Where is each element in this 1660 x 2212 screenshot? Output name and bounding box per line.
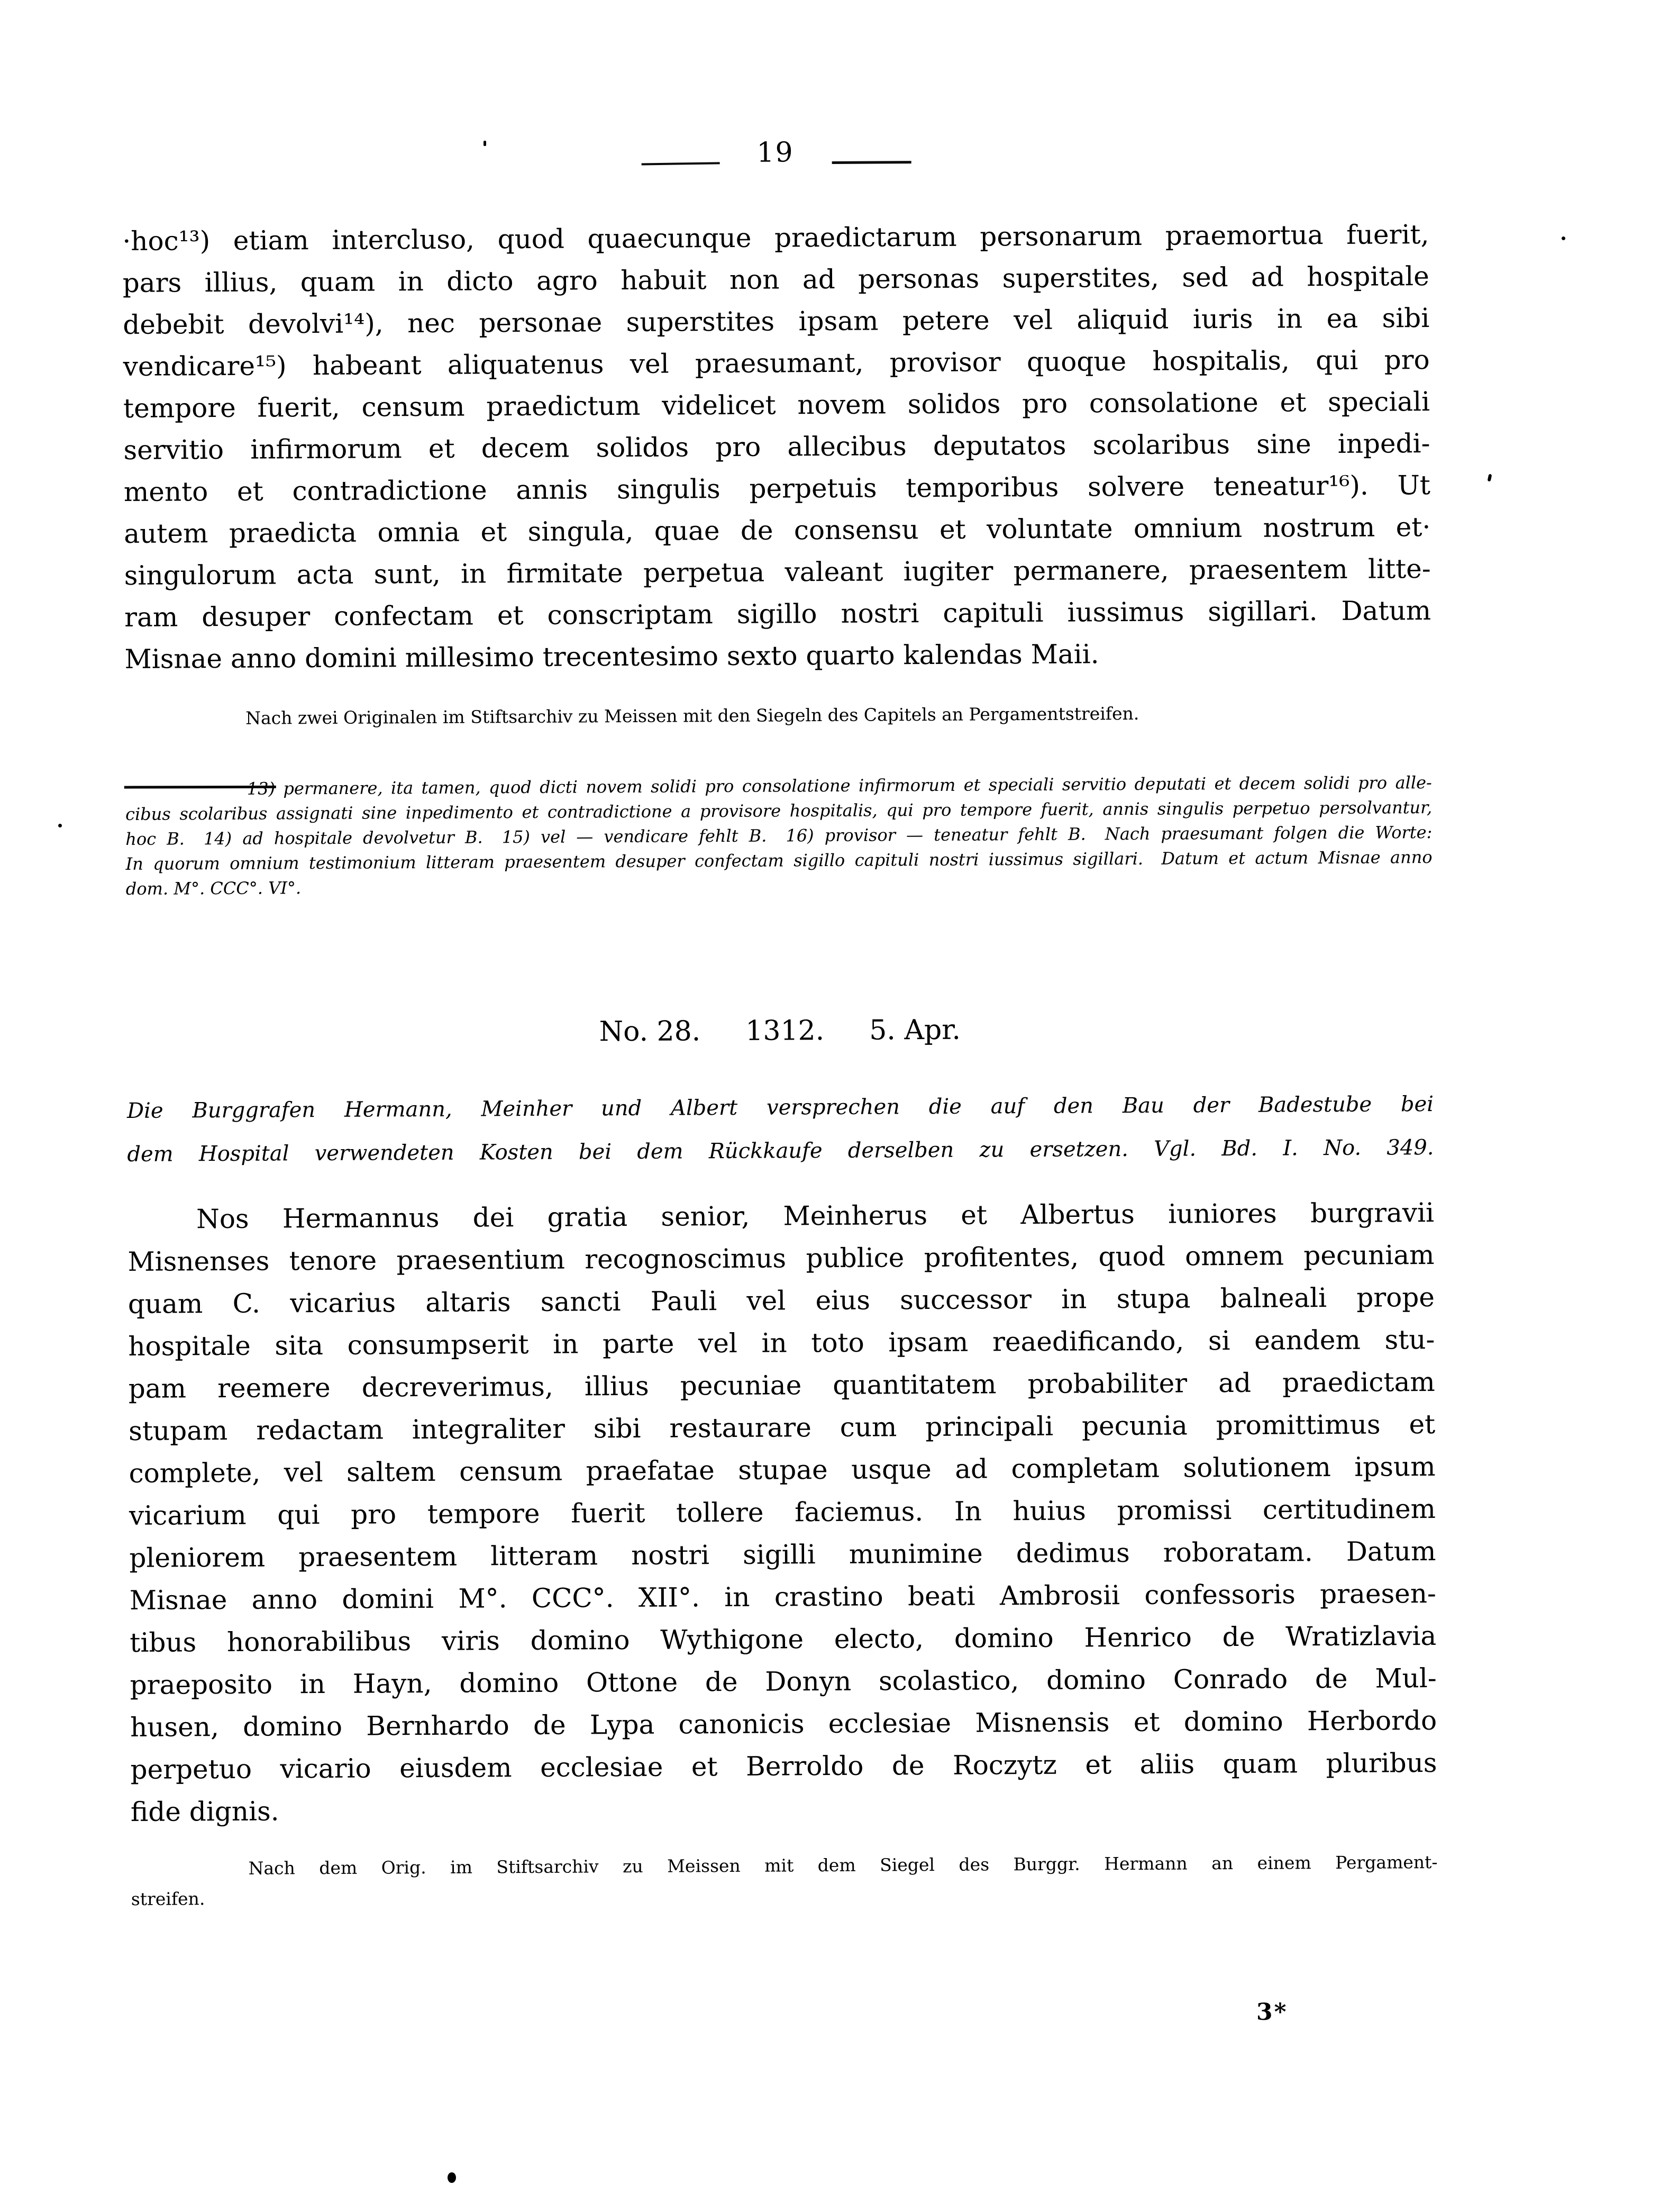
- text-line: vicarium qui pro tempore fuerit tollere faciemus. In huius promissi certitudinem: [129, 1494, 1436, 1531]
- charter-28-body: [127, 1191, 1437, 1833]
- text-line: Nos Hermannus dei gratia senior, Meinherus et Albertus iuniores burgravii: [196, 1197, 1435, 1235]
- text-line: servitio infirmorum et decem solidos pro allecibus deputatos scolaribus sine inpedi-: [123, 428, 1430, 466]
- text-line: pleniorem praesentem litteram nostri sigilli munimine dedimus roboratam. Datum: [129, 1536, 1436, 1573]
- text-line: Misnenses tenore praesentium recognoscimus publice profitentes, quod omnem pecuniam: [127, 1240, 1435, 1277]
- text-line: vendicare¹⁵) habeant aliquatenus vel praesumant, provisor quoque hospitalis, qui pro: [123, 344, 1430, 382]
- provenance-line: streifen.: [131, 1888, 205, 1909]
- text-line: tempore fuerit, censum praedictum videlicet novem solidos pro consolatione et speciali: [123, 386, 1430, 424]
- footnote-line: 13) permanere, ita tamen, quod dicti novem solidi pro consolatione infirmorum et speciali servitio deputati et decem solidi pro alle-: [247, 772, 1432, 799]
- scan-speck: [58, 824, 62, 827]
- charter-27-provenance-note: Nach zwei Originalen im Stiftsarchiv zu Meissen mit den Siegeln des Capitels an Pergamentstreifen.: [245, 703, 1139, 729]
- charter-27-body: [122, 214, 1431, 680]
- text-line: perpetuo vicario eiusdem ecclesiae et Berroldo de Roczytz et aliis quam pluribus: [130, 1747, 1437, 1785]
- text-line: fide dignis.: [130, 1796, 279, 1827]
- footnote-line: cibus scolaribus assignati sine inpedimento et contradictione a provisore hospitalis, qui pro tempore fuerit, annis singulis perpetuo persolvantur,: [125, 797, 1433, 824]
- provenance-line: Nach dem Orig. im Stiftsarchiv zu Meissen mit dem Siegel des Burggr. Hermann an einem Pergament-: [248, 1852, 1438, 1879]
- text-line: debebit devolvi¹⁴), nec personae superstites ipsam petere vel aliquid iuris in ea sibi: [123, 303, 1430, 340]
- summary-line: Die Burggrafen Hermann, Meinher und Albert versprechen die auf den Bau der Badestube bei: [126, 1092, 1434, 1123]
- text-line: autem praedicta omnia et singula, quae de consensu et voluntate omnium nostrum et·: [124, 512, 1431, 549]
- text-line: complete, vel saltem censum praefatae stupae usque ad completam solutionem ipsum: [129, 1451, 1436, 1489]
- text-line: hospitale sita consumpserit in parte vel in toto ipsam reaedificando, si eandem stu-: [128, 1324, 1435, 1362]
- page-number-rule-right: [832, 161, 911, 164]
- text-line: ram desuper confectam et conscriptam sigillo nostri capituli iussimus sigillari. Datum: [124, 595, 1431, 633]
- text-line: mento et contradictione annis singulis perpetuis temporibus solvere teneatur¹⁶). Ut: [123, 470, 1431, 507]
- scan-speck: [484, 141, 486, 146]
- charter-27-footnotes: [125, 770, 1433, 902]
- text-line: Misnae anno domini millesimo trecentesimo sexto quarto kalendas Maii.: [124, 639, 1099, 675]
- text-line: praeposito in Hayn, domino Ottone de Donyn scolastico, domino Conrado de Mul-: [130, 1663, 1437, 1700]
- text-line: husen, domino Bernhardo de Lypa canonicis ecclesiae Misnensis et domino Herbordo: [130, 1705, 1437, 1743]
- charter-28-summary: [127, 1082, 1434, 1176]
- footnote-line: hoc B. 14) ad hospitale devolvetur B. 15) vel — vendicare fehlt B. 16) provisor — teneatur fehlt B. Nach praesumant folgen die Worte:: [125, 822, 1433, 849]
- signature-mark: 3*: [1256, 1998, 1288, 2026]
- page-number: 19: [756, 136, 794, 169]
- text-line: pars illius, quam in dicto agro habuit non ad personas superstites, sed ad hospitale: [122, 261, 1429, 298]
- summary-line: dem Hospital verwendeten Kosten bei dem Rückkaufe derselben zu ersetzen. Vgl. Bd. I. No. 349.: [127, 1135, 1434, 1167]
- text-line: singulorum acta sunt, in firmitate perpetua valeant iugiter permanere, praesentem litte-: [124, 553, 1431, 591]
- charter-28-heading: No. 28. 1312. 5. Apr.: [599, 1014, 961, 1048]
- footnote-line: In quorum omnium testimonium litteram praesentem desuper confectam sigillo capituli nostri iussimus sigillari. Datum et actum Misnae anno: [125, 847, 1433, 874]
- text-line: Misnae anno domini M°. CCC°. XII°. in crastino beati Ambrosii confessoris praesen-: [129, 1578, 1436, 1616]
- text-line: pam reemere decreverimus, illius pecuniae quantitatem probabiliter ad praedictam: [128, 1367, 1435, 1404]
- charter-28-provenance-note: [131, 1847, 1438, 1914]
- scan-speck: [1562, 236, 1565, 240]
- footnote-line: dom. M°. CCC°. VI°.: [125, 878, 302, 899]
- text-line: tibus honorabilibus viris domino Wythigone electo, domino Henrico de Wratizlavia: [130, 1621, 1437, 1658]
- scan-speck: [448, 2172, 456, 2183]
- text-line: stupam redactam integraliter sibi restaurare cum principali pecunia promittimus et: [129, 1409, 1436, 1446]
- text-line: ·hoc¹³) etiam intercluso, quod quaecunque praedictarum personarum praemortua fuerit,: [122, 219, 1429, 257]
- text-line: quam C. vicarius altaris sancti Pauli vel eius successor in stupa balneali prope: [127, 1282, 1435, 1319]
